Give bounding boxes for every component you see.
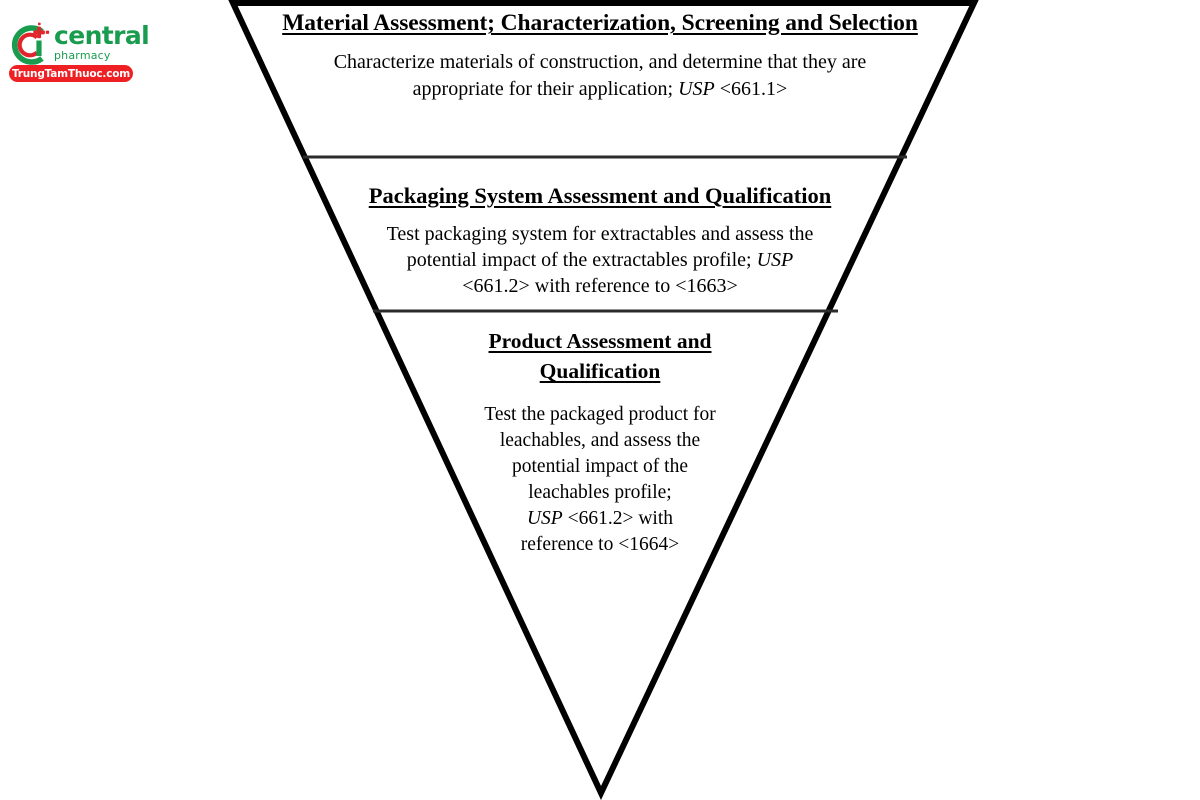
tier2-body-line-1: Test packaging system for extractables and assess the [386,223,814,245]
tier-material-assessment [240,10,960,103]
tier1-chapter-number: <661.1> [714,78,788,100]
tier2-chapter-number: <661.2> with reference to <1663> [462,275,738,297]
tier-product-assessment-body [440,402,760,558]
tier-packaging-system-title-wrap [320,183,880,209]
tier2-usp-reference: USP [756,249,794,271]
tier-material-assessment-body [240,49,960,103]
tier1-usp-reference: USP [678,78,715,100]
logo-site-url: TrungTamThuoc.com [11,67,130,80]
tier3-usp-reference: USP [526,508,563,529]
tier3-body-line-1: Test the packaged product for [484,404,716,425]
tier3-body-line-2: leachables, and assess the [499,430,701,451]
logo-brand-name: central [54,21,150,50]
tier-product-assessment-title: Product Assessment and Qualification [488,329,712,383]
tier-material-assessment-title-wrap [240,10,960,37]
logo-brand-subtitle: pharmacy [54,49,111,62]
tier-packaging-system-title: Packaging System Assessment and Qualification [368,183,832,208]
tier1-body-line-2: appropriate for their application; [412,78,679,100]
tier-product-assessment-title-wrap [440,326,760,386]
tier-material-assessment-title: Material Assessment; Characterization, Screening and Selection [282,10,918,36]
tier3-body-line-last: reference to <1664> [520,534,680,555]
tier3-chapter-number: <661.2> with [562,508,674,529]
tier-packaging-system-body [320,221,880,299]
tier1-body-line-1: Characterize materials of construction, and determine that they are [333,51,867,73]
tier3-body-line-3: potential impact of the [512,456,688,477]
tier3-body-line-4: leachables profile; [528,482,672,503]
tier-product-assessment [440,326,760,558]
tier-packaging-system-assessment [320,183,880,299]
tier2-body-line-2: potential impact of the extractables profile; [406,249,757,271]
